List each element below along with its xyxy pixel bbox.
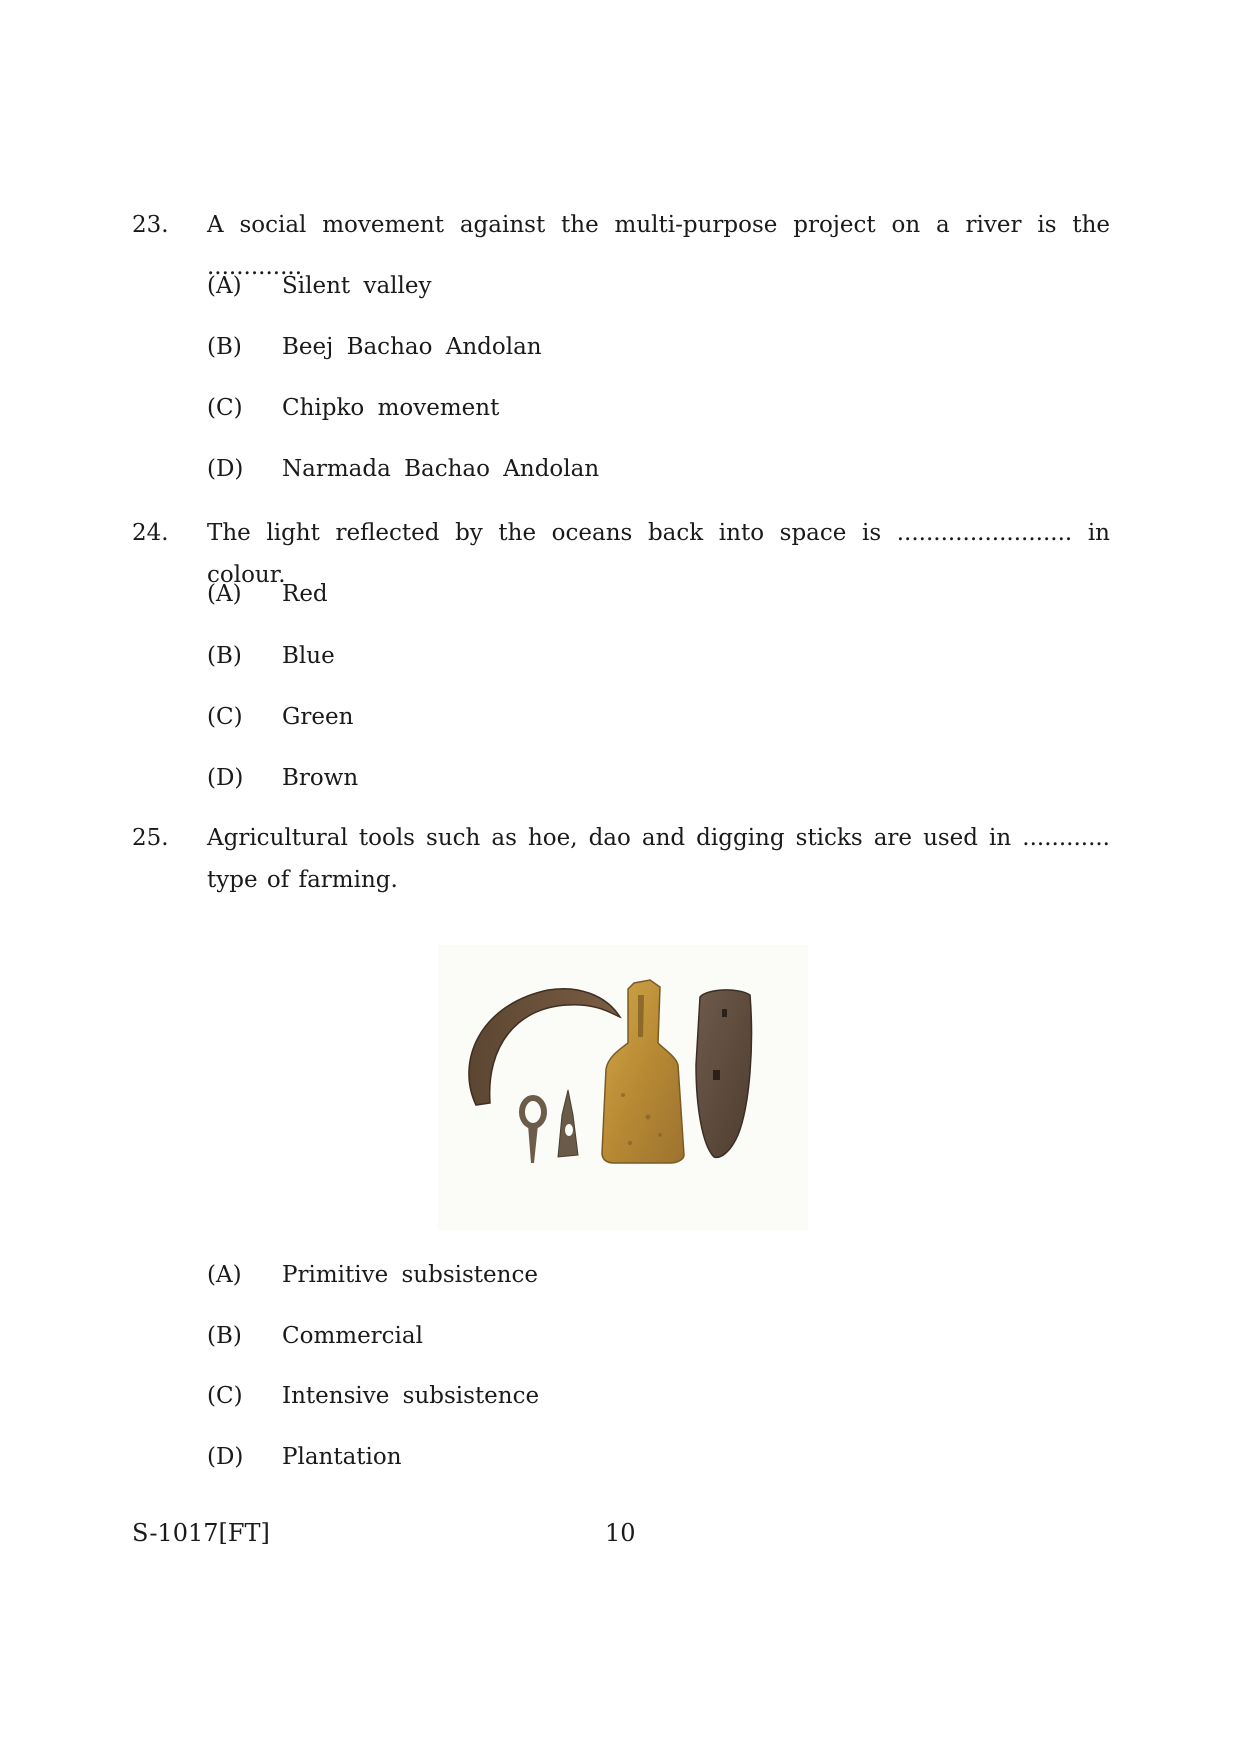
option-label: (B)	[207, 643, 242, 669]
option-text: Intensive subsistence	[282, 1383, 540, 1409]
question-23-option-c	[207, 392, 499, 424]
option-label: (A)	[207, 581, 242, 607]
option-text: Brown	[282, 765, 359, 791]
option-label: (C)	[207, 704, 243, 730]
option-label: (A)	[207, 273, 242, 299]
option-text: Red	[282, 581, 328, 607]
question-24-number: 24.	[132, 520, 169, 546]
question-24-option-c	[207, 701, 353, 733]
option-text: Chipko movement	[282, 395, 500, 421]
question-25-number: 25.	[132, 825, 169, 851]
question-25-option-b	[207, 1320, 423, 1352]
question-24-option-b	[207, 640, 335, 672]
sickle-shape	[469, 989, 620, 1105]
question-24-option-a	[207, 578, 328, 610]
question-23-text: A social movement against the multi-purpose project on a river is the .............	[207, 212, 1110, 280]
digging-stick-pointed-shape	[558, 1090, 578, 1157]
question-25-text	[207, 817, 1110, 901]
question-23-option-b	[207, 331, 542, 363]
question-25-option-a	[207, 1259, 538, 1291]
page-number: 10	[605, 1519, 636, 1547]
question-24-text: The light reflected by the oceans back into space is ........................ in colour.	[207, 520, 1110, 588]
question-25-option-d	[207, 1441, 402, 1473]
dao-blade-shape	[696, 990, 752, 1157]
option-text: Commercial	[282, 1323, 423, 1349]
option-label: (D)	[207, 456, 244, 482]
question-25-text-line-1: Agricultural tools such as hoe, dao and digging sticks are used in ............	[207, 825, 1110, 851]
question-23-option-a	[207, 270, 431, 302]
hoe-shape	[602, 980, 684, 1163]
option-text: Green	[282, 704, 354, 730]
agricultural-tools-image	[438, 945, 808, 1230]
option-label: (C)	[207, 1383, 243, 1409]
option-text: Beej Bachao Andolan	[282, 334, 542, 360]
paper-code: S-1017[FT]	[132, 1519, 270, 1547]
question-23-number: 23.	[132, 212, 169, 238]
option-text: Blue	[282, 643, 335, 669]
option-text: Silent valley	[282, 273, 432, 299]
question-23-option-d	[207, 453, 599, 485]
option-text: Plantation	[282, 1444, 402, 1470]
option-label: (C)	[207, 395, 243, 421]
option-label: (B)	[207, 1323, 242, 1349]
question-25-option-c	[207, 1380, 539, 1412]
question-24-option-d	[207, 762, 358, 794]
option-text: Narmada Bachao Andolan	[282, 456, 600, 482]
digging-stick-loop-shape	[522, 1098, 544, 1163]
option-label: (A)	[207, 1262, 242, 1288]
option-text: Primitive subsistence	[282, 1262, 538, 1288]
question-25-text-line-2: type of farming.	[207, 867, 398, 893]
option-label: (D)	[207, 1444, 244, 1470]
agricultural-tools-drawing	[438, 945, 808, 1230]
option-label: (D)	[207, 765, 244, 791]
option-label: (B)	[207, 334, 242, 360]
